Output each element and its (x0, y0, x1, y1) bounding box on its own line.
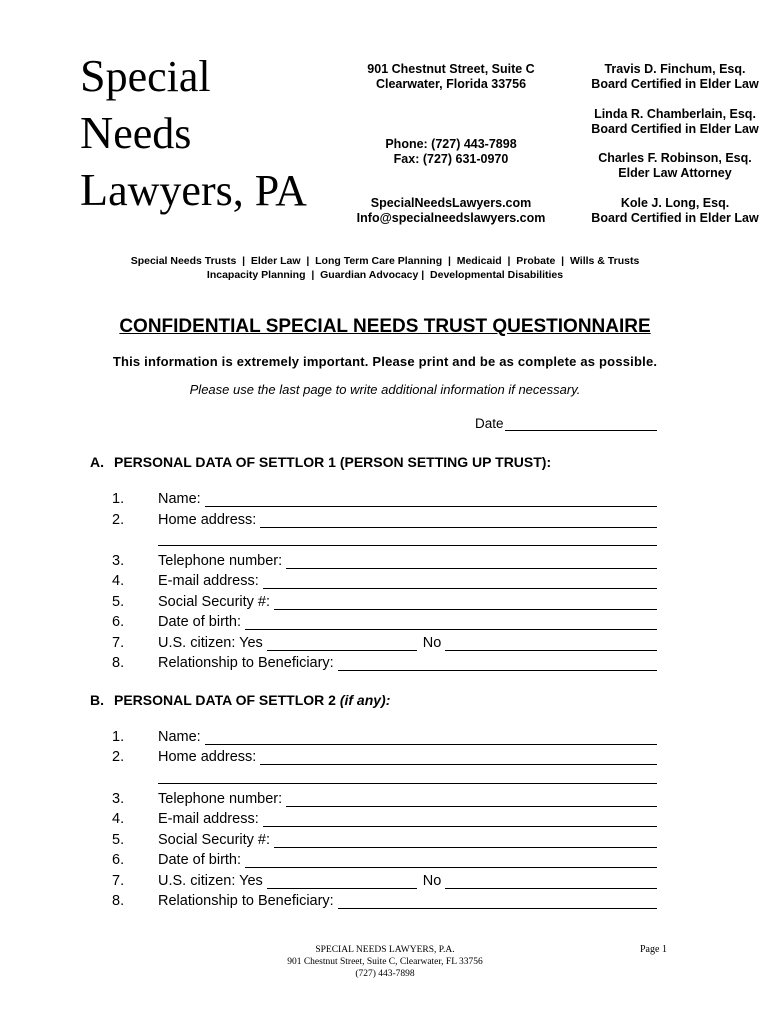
field-number: 1. (112, 491, 125, 507)
practice-areas (60, 254, 710, 282)
firm-contact (340, 137, 562, 167)
citizen-no-input-line[interactable] (445, 636, 657, 651)
field-label-no: No (422, 873, 442, 889)
section-note: (if any): (339, 692, 391, 708)
field-label: Date of birth: (158, 614, 242, 630)
firm-logo (80, 48, 307, 219)
citizen-yes-input-line[interactable] (267, 874, 417, 889)
field-number: 7. (112, 635, 125, 651)
page-number: Page 1 (640, 944, 667, 955)
attorney-entry (575, 151, 770, 181)
attorney-title: Board Certified in Elder Law (591, 77, 759, 91)
field-number: 1. (112, 729, 125, 745)
logo-cap: L (80, 164, 109, 215)
logo-text: awyers, PA (108, 166, 307, 215)
field-label: E-mail address: (158, 573, 259, 589)
instruction-note: Please use the last page to write additional information if necessary. (189, 382, 581, 397)
attorney-title: Board Certified in Elder Law (591, 122, 759, 136)
field-number: 4. (112, 573, 125, 589)
phone-text: Phone: (727) 443-7898 (385, 137, 517, 151)
field-label-no: No (422, 635, 442, 651)
relationship-input-line[interactable] (338, 656, 657, 671)
field-name (112, 488, 657, 507)
field-citizen (112, 870, 657, 889)
home-address-input-line-2[interactable] (158, 782, 657, 784)
field-number: 5. (112, 594, 125, 610)
field-label: Home address: (158, 749, 257, 765)
field-number: 3. (112, 553, 125, 569)
date-label: Date (475, 416, 504, 431)
field-dob (112, 849, 657, 868)
attorney-entry (575, 62, 770, 92)
field-number: 5. (112, 832, 125, 848)
citizen-yes-input-line[interactable] (267, 636, 417, 651)
section-title: PERSONAL DATA OF SETTLOR 1 (PERSON SETTING UP TRUST): (114, 454, 552, 470)
attorney-name: Linda R. Chamberlain, Esq. (594, 107, 756, 121)
section-letter: A. (90, 454, 104, 470)
citizen-no-input-line[interactable] (445, 874, 657, 889)
field-label: Telephone number: (158, 553, 283, 569)
field-number: 6. (112, 852, 125, 868)
logo-text: eeds (113, 109, 192, 158)
field-label: Home address: (158, 512, 257, 528)
address-line: 901 Chestnut Street, Suite C (367, 62, 535, 76)
field-label: Telephone number: (158, 791, 283, 807)
firm-web (340, 196, 562, 226)
field-number: 8. (112, 893, 125, 909)
home-address-input-line[interactable] (260, 513, 657, 528)
field-ssn (112, 591, 657, 610)
field-label: Relationship to Beneficiary: (158, 893, 334, 909)
email-link[interactable]: Info@specialneedslawyers.com (356, 211, 546, 225)
field-number: 2. (112, 512, 125, 528)
logo-text: pecial (105, 52, 211, 101)
practice-line: Special Needs Trusts | Elder Law | Long Term Care Planning | Medicaid | Probate | Wills & Trusts (130, 255, 640, 267)
dob-input-line[interactable] (245, 615, 657, 630)
website-link[interactable]: SpecialNeedsLawyers.com (370, 196, 532, 210)
instruction-text: This information is extremely important. Please print and be as complete as possible. (112, 354, 658, 369)
field-number: 4. (112, 811, 125, 827)
dob-input-line[interactable] (245, 853, 657, 868)
field-ssn (112, 829, 657, 848)
field-telephone (112, 550, 657, 569)
field-relationship (112, 652, 657, 671)
practice-line: Incapacity Planning | Guardian Advocacy | Developmental Disabilities (206, 269, 564, 281)
date-field (475, 416, 657, 431)
address-line: Clearwater, Florida 33756 (375, 77, 527, 91)
home-address-input-line-2[interactable] (158, 544, 657, 546)
footer-line: (727) 443-7898 (355, 969, 415, 979)
field-telephone (112, 788, 657, 807)
field-home-address (112, 746, 657, 765)
field-label: E-mail address: (158, 811, 259, 827)
attorney-name: Kole J. Long, Esq. (620, 196, 730, 210)
field-citizen (112, 632, 657, 651)
attorney-title: Board Certified in Elder Law (591, 211, 759, 225)
field-number: 3. (112, 791, 125, 807)
logo-cap: S (80, 50, 106, 101)
field-label: Social Security #: (158, 832, 271, 848)
section-title: PERSONAL DATA OF SETTLOR 2 (114, 692, 336, 708)
field-label: Name: (158, 491, 201, 507)
email-input-line[interactable] (263, 574, 657, 589)
section-b-heading (90, 692, 390, 708)
ssn-input-line[interactable] (274, 595, 657, 610)
field-email (112, 570, 657, 589)
attorney-name: Charles F. Robinson, Esq. (598, 151, 752, 165)
field-dob (112, 611, 657, 630)
attorney-title: Elder Law Attorney (618, 166, 732, 180)
field-number: 6. (112, 614, 125, 630)
field-label: Social Security #: (158, 594, 271, 610)
telephone-input-line[interactable] (286, 792, 657, 807)
field-label: Date of birth: (158, 852, 242, 868)
footer-line: 901 Chestnut Street, Suite C, Clearwater, FL 33756 (287, 957, 483, 967)
field-label: Name: (158, 729, 201, 745)
email-input-line[interactable] (263, 812, 657, 827)
field-label: U.S. citizen: Yes (158, 873, 263, 889)
logo-cap: N (80, 107, 114, 158)
field-number: 2. (112, 749, 125, 765)
footer-line: SPECIAL NEEDS LAWYERS, P.A. (315, 945, 455, 955)
field-name (112, 726, 657, 745)
field-home-address (112, 509, 657, 528)
attorney-name: Travis D. Finchum, Esq. (604, 62, 746, 76)
section-a-heading (90, 454, 551, 470)
firm-address (340, 62, 562, 92)
field-relationship (112, 890, 657, 909)
home-address-input-line[interactable] (260, 750, 657, 765)
date-input-line[interactable] (505, 417, 657, 431)
field-email (112, 808, 657, 827)
telephone-input-line[interactable] (286, 554, 657, 569)
attorney-entry (575, 107, 770, 137)
section-letter: B. (90, 692, 104, 708)
attorney-entry (575, 196, 770, 226)
name-input-line[interactable] (205, 492, 657, 507)
field-label: U.S. citizen: Yes (158, 635, 263, 651)
fax-text: Fax: (727) 631-0970 (393, 152, 509, 166)
field-number: 8. (112, 655, 125, 671)
page-footer (200, 944, 570, 980)
relationship-input-line[interactable] (338, 894, 657, 909)
field-number: 7. (112, 873, 125, 889)
document-title: CONFIDENTIAL SPECIAL NEEDS TRUST QUESTIONNAIRE (119, 316, 651, 337)
ssn-input-line[interactable] (274, 833, 657, 848)
name-input-line[interactable] (205, 730, 657, 745)
field-label: Relationship to Beneficiary: (158, 655, 334, 671)
